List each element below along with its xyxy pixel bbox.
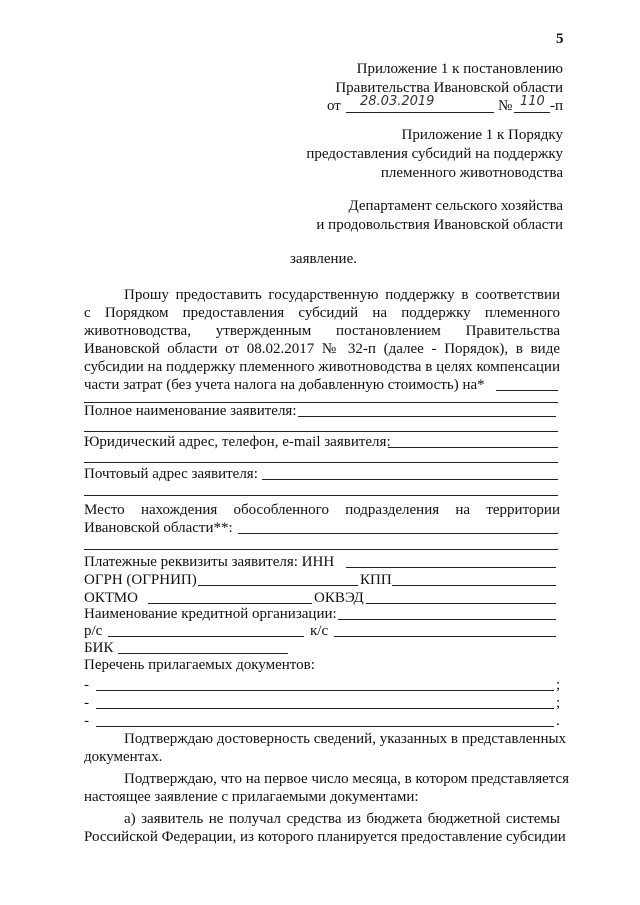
legal-address-field[interactable] <box>388 447 558 448</box>
confirm-a-line-2: Российской Федерации, из которого планируется предоставление субсидии <box>84 829 566 845</box>
paragraph-1-line-1: Прошу предоставить государственную поддержку в соответствии <box>124 287 560 303</box>
header-line-1: Приложение 1 к постановлению <box>356 61 563 77</box>
addressee-line-2: и продовольствия Ивановской области <box>316 217 563 233</box>
document-title: заявление. <box>290 251 357 267</box>
bik-label: БИК <box>84 640 114 656</box>
subsidy-purpose-field[interactable] <box>496 390 558 391</box>
confirm-a-line-1: а) заявитель не получал средства из бюджета бюджетной системы <box>124 811 560 827</box>
oktmo-label: ОКТМО <box>84 590 138 606</box>
doc-item-semicolon: ; <box>556 695 561 711</box>
kpp-field[interactable] <box>392 585 556 586</box>
ogrn-label: ОГРН (ОГРНИП) <box>84 572 197 588</box>
postal-address-field-2[interactable] <box>84 495 558 496</box>
appendix-line-3: племенного животноводства <box>380 165 563 181</box>
documents-label: Перечень прилагаемых документов: <box>84 657 315 673</box>
inn-field[interactable] <box>346 567 556 568</box>
full-name-label: Полное наименование заявителя: <box>84 403 297 419</box>
location-field-2[interactable] <box>84 549 558 550</box>
paragraph-1-line-4: Ивановской области от 08.02.2017 № 32-п (далее - Порядок), в виде <box>84 341 560 357</box>
okved-label: ОКВЭД <box>314 590 364 606</box>
header-number-label: № <box>498 98 513 114</box>
rs-label: р/с <box>84 623 103 639</box>
location-label-line-1: Место нахождения обособленного подразделения на территории <box>84 502 560 518</box>
doc-item-dash: - <box>84 695 89 711</box>
full-name-field[interactable] <box>298 416 556 417</box>
page-number: 5 <box>556 31 564 47</box>
doc-item-period: . <box>556 713 560 729</box>
bank-label: Наименование кредитной организации: <box>84 606 337 622</box>
location-label-line-2: Ивановской области**: <box>84 520 233 536</box>
paragraph-1-line-5: субсидии на поддержку племенного животноводства в целях компенсации <box>84 359 560 375</box>
number-underline <box>514 112 550 113</box>
postal-address-field[interactable] <box>262 479 558 480</box>
requisites-label: Платежные реквизиты заявителя: ИНН <box>84 554 335 570</box>
confirm-1-line-1: Подтверждаю достоверность сведений, указанных в представленных <box>124 731 567 747</box>
addressee-line-1: Департамент сельского хозяйства <box>348 198 563 214</box>
header-line-2: Правительства Ивановской области <box>335 80 563 96</box>
doc-item-field[interactable] <box>96 726 554 727</box>
doc-item-field[interactable] <box>96 708 554 709</box>
ogrn-field[interactable] <box>198 585 358 586</box>
bank-field[interactable] <box>338 619 556 620</box>
legal-address-label: Юридический адрес, телефон, e-mail заявителя: <box>84 434 391 450</box>
confirm-2-line-2: настоящее заявление с прилагаемыми документами: <box>84 789 419 805</box>
kpp-label: КПП <box>360 572 392 588</box>
postal-address-label: Почтовый адрес заявителя: <box>84 466 258 482</box>
date-underline <box>346 112 494 113</box>
paragraph-1-line-6: части затрат (без учета налога на добавленную стоимость) на* <box>84 377 485 393</box>
handwritten-date: 28.03.2019 <box>360 94 435 109</box>
bik-field[interactable] <box>118 653 288 654</box>
ks-field[interactable] <box>334 636 556 637</box>
paragraph-1-line-3: животноводства, утвержденным постановлением Правительства <box>84 323 560 339</box>
ks-label: к/с <box>310 623 329 639</box>
handwritten-number: 110 <box>520 94 545 109</box>
header-from-label: от <box>327 98 341 114</box>
okved-field[interactable] <box>366 603 556 604</box>
appendix-line-2: предоставления субсидий на поддержку <box>306 146 563 162</box>
oktmo-field[interactable] <box>148 603 312 604</box>
rs-field[interactable] <box>108 636 304 637</box>
confirm-2-line-1: Подтверждаю, что на первое число месяца, в котором представляется <box>124 771 570 787</box>
doc-item-dash: - <box>84 713 89 729</box>
doc-item-field[interactable] <box>96 690 554 691</box>
full-name-field-2[interactable] <box>84 431 558 432</box>
header-number-suffix: -п <box>550 98 564 114</box>
paragraph-1-line-2: с Порядком предоставления субсидий на поддержку племенного <box>84 305 560 321</box>
doc-item-dash: - <box>84 677 89 693</box>
location-field[interactable] <box>238 533 558 534</box>
legal-address-field-2[interactable] <box>84 462 558 463</box>
confirm-1-line-2: документах. <box>84 749 163 765</box>
doc-item-semicolon: ; <box>556 677 561 693</box>
appendix-line-1: Приложение 1 к Порядку <box>401 127 563 143</box>
